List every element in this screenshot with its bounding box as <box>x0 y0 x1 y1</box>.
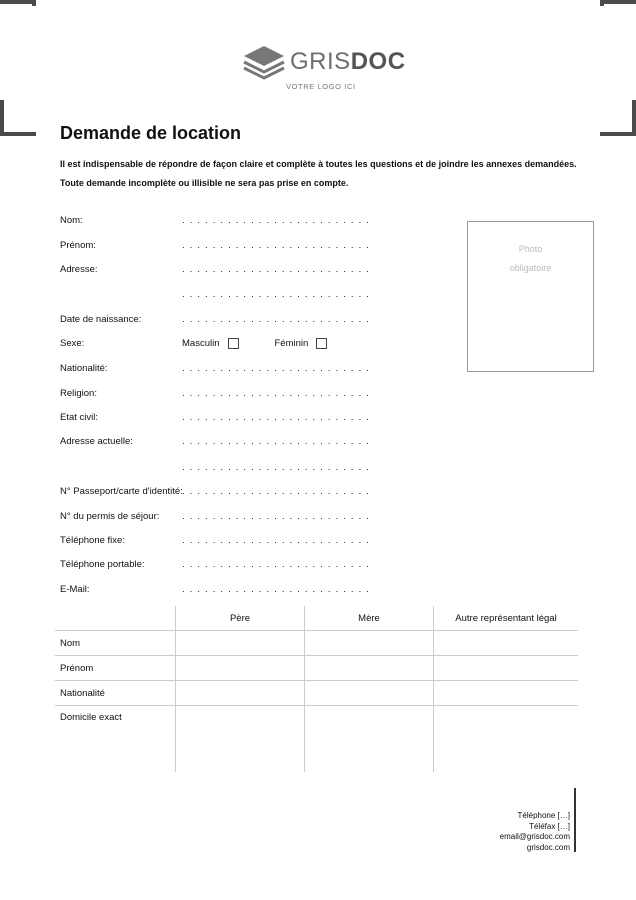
label-tel-portable: Téléphone portable: <box>60 559 145 570</box>
field-permis[interactable]: . . . . . . . . . . . . . . . . . . . . . . . . . <box>182 511 371 522</box>
row-label-nom: Nom <box>55 631 176 656</box>
corner-top-right <box>600 0 636 4</box>
field-adresse-2[interactable]: . . . . . . . . . . . . . . . . . . . . . . . . . <box>182 289 371 300</box>
label-adresse: Adresse: <box>60 264 98 275</box>
sex-options <box>182 338 327 349</box>
cell-prenom-mere[interactable] <box>305 656 434 681</box>
cell-nom-pere[interactable] <box>176 631 305 656</box>
parents-table <box>55 606 578 772</box>
field-prenom[interactable]: . . . . . . . . . . . . . . . . . . . . . . . . . <box>182 240 371 251</box>
table-header-mere: Mère <box>305 606 434 631</box>
cell-domicile-autre[interactable] <box>434 706 579 773</box>
logo-wordmark: GRISDOC <box>290 48 406 75</box>
label-adresse-actuelle: Adresse actuelle: <box>60 436 133 447</box>
cell-prenom-pere[interactable] <box>176 656 305 681</box>
field-nom[interactable]: . . . . . . . . . . . . . . . . . . . . . . . . . <box>182 215 371 226</box>
photo-required-label: obligatoire <box>509 263 552 273</box>
cell-prenom-autre[interactable] <box>434 656 579 681</box>
label-tel-fixe: Téléphone fixe: <box>60 535 125 546</box>
row-label-nationalite: Nationalité <box>55 681 176 706</box>
corner-mid-right-h <box>600 132 636 136</box>
contact-fax: Téléfax […] <box>529 821 570 831</box>
label-nationalite: Nationalité: <box>60 363 108 374</box>
contact-website[interactable]: grisdoc.com <box>526 842 570 852</box>
photo-label: Photo <box>518 244 543 254</box>
cell-nom-autre[interactable] <box>434 631 579 656</box>
row-label-domicile: Domicile exact <box>60 712 122 723</box>
cell-nationalite-pere[interactable] <box>176 681 305 706</box>
field-naissance[interactable]: . . . . . . . . . . . . . . . . . . . . . . . . . <box>182 314 371 325</box>
corner-mid-left-v <box>0 100 4 136</box>
field-nationalite[interactable]: . . . . . . . . . . . . . . . . . . . . . . . . . <box>182 363 371 374</box>
label-email: E-Mail: <box>60 584 90 595</box>
label-passeport: N° Passeport/carte d'identité: <box>60 486 183 497</box>
corner-mid-left-h <box>0 132 36 136</box>
row-label-prenom: Prénom <box>55 656 176 681</box>
field-adresse-actuelle-1[interactable]: . . . . . . . . . . . . . . . . . . . . . . . . . <box>182 436 371 447</box>
table-header-autre: Autre représentant légal <box>434 606 579 631</box>
cell-nationalite-autre[interactable] <box>434 681 579 706</box>
intro-line-2: Toute demande incomplète ou illisible ne sera pas prise en compte. <box>60 178 349 188</box>
sex-female-label: Féminin <box>274 338 309 349</box>
contact-email[interactable]: email@grisdoc.com <box>499 832 570 841</box>
label-naissance: Date de naissance: <box>60 314 142 325</box>
label-permis: N° du permis de séjour: <box>60 511 160 522</box>
cell-domicile-pere[interactable] <box>176 706 305 773</box>
intro-line-1: Il est indispensable de répondre de façon claire et complète à toutes les questions et de joindre les annexes demandées. <box>60 159 577 169</box>
contact-block <box>500 811 570 853</box>
label-religion: Religion: <box>60 388 97 399</box>
field-tel-portable[interactable]: . . . . . . . . . . . . . . . . . . . . . . . . . <box>182 559 371 570</box>
logo-tagline: VOTRE LOGO ICI <box>286 82 356 91</box>
contact-divider <box>574 788 576 852</box>
sex-female-checkbox[interactable] <box>316 338 327 349</box>
photo-box[interactable] <box>467 221 594 372</box>
field-religion[interactable]: . . . . . . . . . . . . . . . . . . . . . . . . . <box>182 388 371 399</box>
logo <box>240 40 406 96</box>
corner-mid-right-v <box>632 100 636 136</box>
label-sexe: Sexe: <box>60 338 85 349</box>
sex-male-checkbox[interactable] <box>228 338 239 349</box>
table-header-empty <box>55 606 176 631</box>
corner-top-right-v <box>600 0 604 6</box>
corner-top-left <box>0 0 36 4</box>
table-row <box>55 631 578 656</box>
table-row <box>55 681 578 706</box>
field-etat-civil[interactable]: . . . . . . . . . . . . . . . . . . . . . . . . . <box>182 412 371 423</box>
table-row <box>55 706 578 773</box>
table-row <box>55 656 578 681</box>
label-nom: Nom: <box>60 215 83 226</box>
table-header-row <box>55 606 578 631</box>
contact-phone: Téléphone […] <box>517 811 570 820</box>
cell-nom-mere[interactable] <box>305 631 434 656</box>
label-prenom: Prénom: <box>60 240 96 251</box>
field-email[interactable]: . . . . . . . . . . . . . . . . . . . . . . . . . <box>182 584 371 595</box>
stack-layers-icon <box>240 44 288 84</box>
corner-top-left-v <box>32 0 36 6</box>
sex-male-label: Masculin <box>182 338 220 349</box>
table-header-pere: Père <box>176 606 305 631</box>
page-title: Demande de location <box>60 123 242 143</box>
field-adresse-1[interactable]: . . . . . . . . . . . . . . . . . . . . . . . . . <box>182 264 371 275</box>
label-etat-civil: Etat civil: <box>60 412 99 423</box>
cell-domicile-mere[interactable] <box>305 706 434 773</box>
field-tel-fixe[interactable]: . . . . . . . . . . . . . . . . . . . . . . . . . <box>182 535 371 546</box>
field-adresse-actuelle-2[interactable]: . . . . . . . . . . . . . . . . . . . . . . . . . <box>182 462 371 473</box>
cell-nationalite-mere[interactable] <box>305 681 434 706</box>
field-passeport[interactable]: . . . . . . . . . . . . . . . . . . . . . . . . . <box>182 486 371 497</box>
